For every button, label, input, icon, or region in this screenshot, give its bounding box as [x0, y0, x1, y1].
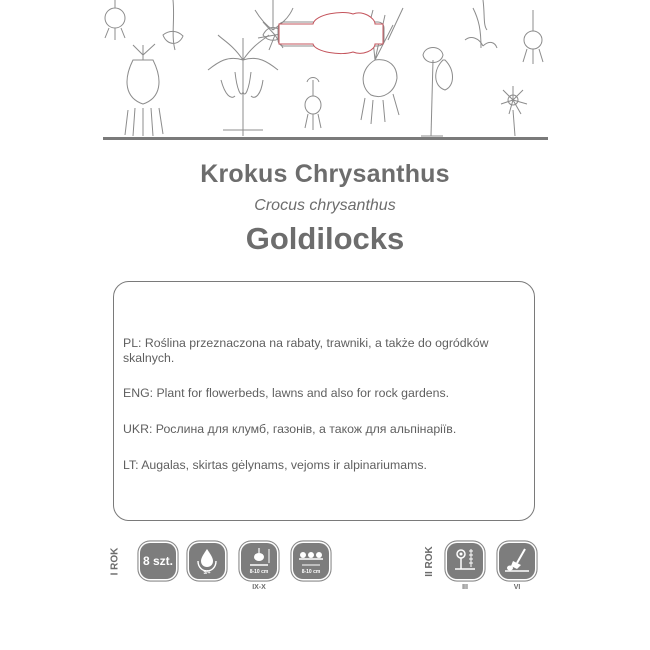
description-box — [113, 281, 535, 521]
year2-label: II ROK — [423, 546, 435, 577]
planting-depth-text: 8-10 cm — [249, 569, 269, 575]
variety-name: Goldilocks — [245, 221, 405, 256]
common-name: Krokus Chrysanthus — [200, 160, 450, 188]
digging-icon — [499, 543, 535, 579]
planting-depth-icon — [241, 543, 277, 579]
planting-month-caption: IX-X — [252, 584, 266, 591]
botanical-illustration — [103, 0, 548, 138]
year1-label: I ROK — [109, 547, 121, 576]
quantity-text: 8 szt. — [142, 554, 173, 568]
flowering-height-icon — [447, 543, 483, 579]
header-divider — [103, 137, 548, 140]
description-pl: PL: Roślina przeznaczona na rabaty, trawniki, a także do ogródków skalnych. — [123, 336, 489, 365]
latin-name: Crocus chrysanthus — [254, 197, 396, 214]
description-lt: LT: Augalas, skirtas gėlynams, vejoms ir alpinariumams. — [123, 458, 427, 472]
watering-text: 5/+ — [203, 570, 211, 576]
description-eng: ENG: Plant for flowerbeds, lawns and also for rock gardens. — [123, 386, 450, 400]
flowering-month-caption: III — [462, 584, 468, 591]
planting-spacing-icon — [293, 543, 329, 579]
digging-month-caption: VI — [513, 584, 521, 591]
quantity-icon — [140, 543, 176, 579]
planting-spacing-text: 8-10 cm — [301, 569, 321, 575]
description-ukr: UKR: Рослина для клумб, газонів, а також для альпінаріїв. — [123, 422, 457, 436]
watering-icon — [189, 543, 225, 579]
title-block — [0, 160, 650, 257]
